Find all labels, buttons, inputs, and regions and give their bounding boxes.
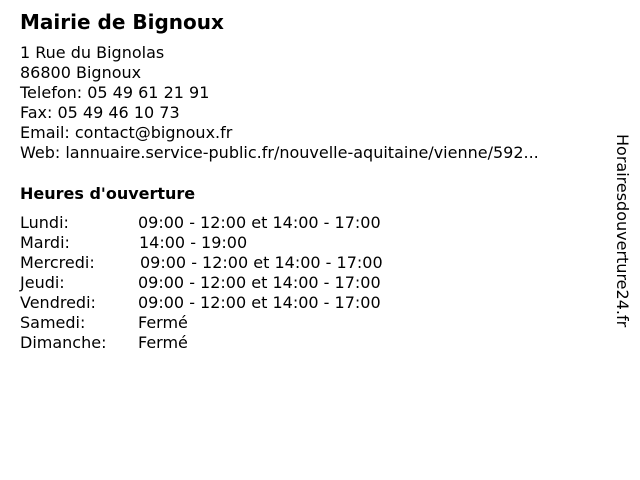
hours-row-sunday — [20, 333, 440, 353]
hours-row-monday — [20, 213, 440, 233]
address-city: 86800 Bignoux — [20, 63, 142, 82]
fax-number: Fax: 05 49 46 10 73 — [20, 103, 180, 122]
contact-info — [20, 43, 539, 163]
website-link: Web: lannuaire.service-public.fr/nouvelle-aquitaine/vienne/592... — [20, 143, 539, 162]
time-value: 09:00 - 12:00 et 14:00 - 17:00 — [138, 293, 381, 312]
time-value: Fermé — [138, 313, 188, 332]
time-value: 09:00 - 12:00 et 14:00 - 17:00 — [138, 213, 381, 232]
day-label: Mardi: — [20, 233, 70, 252]
page-title: Mairie de Bignoux — [20, 10, 224, 34]
day-label: Dimanche: — [20, 333, 107, 352]
address-street: 1 Rue du Bignolas — [20, 43, 165, 62]
phone-number: Telefon: 05 49 61 21 91 — [20, 83, 210, 102]
hours-row-thursday — [20, 273, 440, 293]
hours-row-tuesday — [20, 233, 440, 253]
email-address: Email: contact@bignoux.fr — [20, 123, 233, 142]
hours-row-saturday — [20, 313, 440, 333]
time-value: 09:00 - 12:00 et 14:00 - 17:00 — [138, 273, 381, 292]
time-value: 14:00 - 19:00 — [139, 233, 248, 252]
hours-row-friday — [20, 293, 440, 313]
day-label: Jeudi: — [20, 273, 65, 292]
site-watermark: Horairesdouverture24.fr — [613, 134, 632, 328]
time-value: 09:00 - 12:00 et 14:00 - 17:00 — [140, 253, 383, 272]
hours-row-wednesday — [20, 253, 440, 273]
time-value: Fermé — [138, 333, 188, 352]
day-label: Samedi: — [20, 313, 86, 332]
day-label: Mercredi: — [20, 253, 95, 272]
opening-hours-table — [20, 213, 440, 353]
day-label: Vendredi: — [20, 293, 96, 312]
opening-hours-title: Heures d'ouverture — [20, 184, 196, 203]
day-label: Lundi: — [20, 213, 69, 232]
